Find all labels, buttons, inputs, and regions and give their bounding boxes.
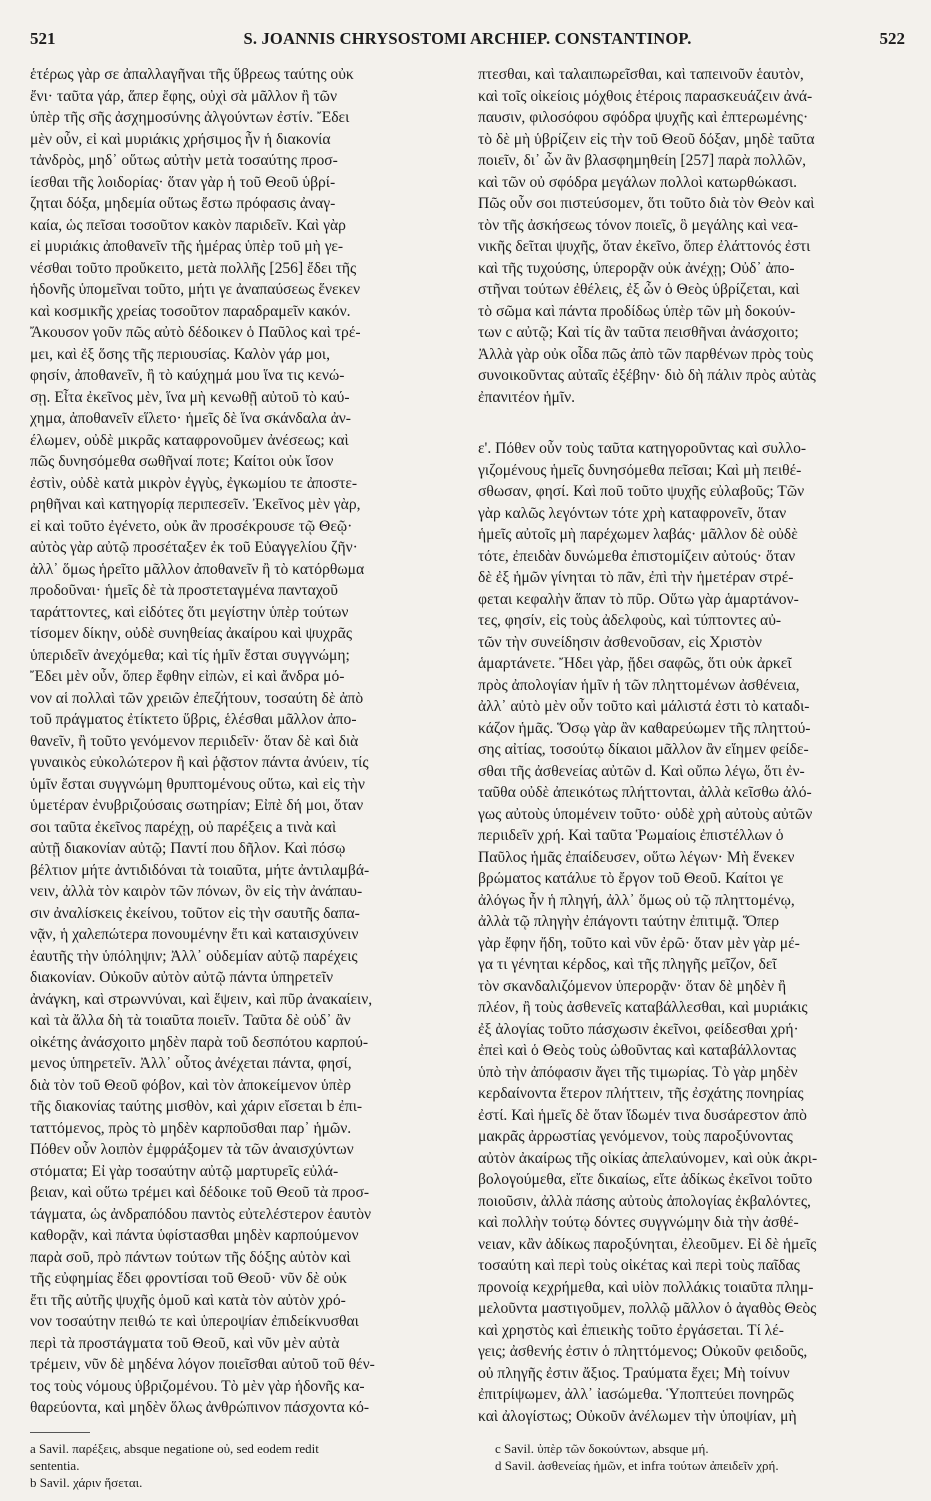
text-line: Ἔδει μὲν οὖν, ὅπερ ἔφθην εἰπὼν, εἰ καὶ ἄνδρα μό-	[30, 668, 345, 685]
text-line: ἐπεὶ καὶ ὁ Θεὸς τοὺς ὠθοῦντας καὶ καταβάλλοντας	[478, 1042, 797, 1059]
text-line: στόματα; Εἰ γὰρ τοσαύτην αὐτῷ μαρτυρεῖς εὐλά-	[30, 1162, 339, 1180]
text-line: βειαν, καὶ οὕτω τρέμει καὶ δέδοικε τοῦ Θεοῦ τὰ προσ-	[30, 1184, 370, 1201]
text-line: τότε, ἐπειδὰν δυνώμεθα ἐπιστομίζειν αὐτούς· ὅταν	[478, 547, 796, 565]
text-line: συνοικοῦντας αὐταῖς ἐξέβην· διὸ δὴ πάλιν πρὸς αὐτὰς	[478, 367, 816, 384]
text-line: τίσομεν δίκην, οὐδὲ συνηθείας ἀκαίρου καὶ ψυχρᾶς	[30, 625, 352, 642]
text-line: Πῶς οὖν σοι πιστεύσομεν, ὅτι τοῦτο διὰ τὸν Θεὸν καὶ	[478, 195, 815, 212]
text-line: ἔνι· ταῦτα γάρ, ἅπερ ἔφης, οὐχὶ σὰ μᾶλλον ἢ τῶν	[30, 87, 338, 105]
text-line: σοι ταῦτα ἐκεῖνος παρέχῃ, οὐ παρέξεις a τινὰ καὶ	[30, 818, 337, 836]
text-line: ὑμετέραν ἐνυβριζούσαις σωτηρίαν; Εἰπὲ δή μοι, ὅταν	[30, 797, 364, 814]
text-line: εἰ μυριάκις ἀποθανεῖν τῆς ἡμέρας ὑπὲρ τοῦ μὴ γε-	[30, 238, 344, 255]
text-line: γὰρ καλῶς λεγόντων τότε χρὴ καταφρονεῖν, ὅταν	[478, 504, 787, 522]
text-line: καθορᾷν, καὶ πάντα ὑφίστασθαι μηδὲν καρπούμενον	[30, 1227, 359, 1244]
text-line: ἐπανιτέον ἡμῖν.	[478, 388, 576, 406]
text-line: καὶ τὰ ἄλλα δὴ τὰ τοιαῦτα ποιεῖν. Ταῦτα δὲ οὐδ᾽ ἂν	[30, 1012, 351, 1029]
text-line: τρέμειν, νῦν δὲ μηδένα λόγον ποιεῖσθαι αὐτοῦ τοῦ θέν-	[30, 1356, 375, 1373]
text-line: έλωμεν, οὐδὲ μικρᾶς καταφρονοῦμεν ἀνέσεως; καὶ	[30, 431, 349, 449]
text-line: ἀλόγως ἦν ἡ πληγή, ἀλλ᾽ ὅμως οὐ τῷ πληττομένῳ,	[478, 891, 795, 909]
text-line: ἔτι τῆς αὐτῆς ψυχῆς ὁμοῦ καὶ κατὰ τὸν αὐτὸν χρό-	[30, 1291, 346, 1309]
text-line: ἑτέρως γὰρ σε ἀπαλλαγῆναι τῆς ὕβρεως ταύτης οὐκ	[30, 66, 354, 83]
text-line: νᾷν, ἡ χαλεπώτερα πονουμένην ἔτι καὶ καταισχύνειν	[30, 926, 359, 943]
text-line: κάζον ἡμᾶς. Ὅσῳ γὰρ ἂν καθαρεύωμεν τῆς πληττού-	[478, 719, 811, 737]
text-line: τὸ δὲ μὴ ὑβρίζειν εἰς τὴν τοῦ Θεοῦ δόξαν, μηδὲ ταῦτα	[478, 130, 815, 148]
text-line: θανεῖν, ἢ τοῦτο γενόμενον περιιδεῖν· ὅταν δὲ καὶ διὰ	[30, 732, 359, 750]
text-line: νον αἱ πολλαὶ τῶν χρειῶν ἐπεζήτουν, τοσαύτη δὲ ἀπὸ	[30, 689, 364, 707]
text-line: διακονίαν. Οὐκοῦν αὐτὸν αὐτῷ πάντα ὑπηρετεῖν	[30, 969, 334, 986]
text-line: σης αἰτίας, τοσούτῳ δίκαιοι μᾶλλον ἂν εἴημεν φείδε-	[478, 741, 809, 758]
text-line: καὶ τῶν οὐ σφόδρα μεγάλων πολλοὶ κατωρθώκασι.	[478, 173, 798, 191]
text-line: ζηται δόξα, μηδεμία οὕτως ἔστω πρόφασις ἀναγ-	[30, 195, 336, 212]
text-line: κερδαίνοντα ἕτερον πλήττειν, τῆς ἐσχάτης πονηρίας	[478, 1085, 804, 1102]
text-line: ὑπεριδεῖν ἀνεχόμεθα; καὶ τίς ἡμῖν ἔσται συγγνώμη;	[30, 646, 350, 664]
text-line: βρώματος κατάλυε τὸ ἔργον τοῦ Θεοῦ. Καίτοι γε	[478, 870, 784, 887]
text-line: τες, φησίν, εἰς τοὺς ἀδελφοὺς, καὶ τύπτοντες αὐ-	[478, 612, 782, 629]
text-line: γως αὐτοὺς ὑπομένειν τοῦτο· οὐδὲ χρὴ αὐτοὺς αὐτῶν	[478, 805, 813, 823]
text-line: ε'. Πόθεν οὖν τοὺς ταῦτα κατηγοροῦντας καὶ συλλο-	[478, 440, 807, 457]
text-line: ἐξ ἀλογίας τοῦτο πάσχωσιν ἐκεῖνοι, φείδεσθαι χρή·	[478, 1020, 799, 1038]
text-line: αὐτὸς γὰρ αὐτῷ προσέταξεν ἐκ τοῦ Εὐαγγελίου ζῆν·	[30, 539, 358, 556]
text-line: πρὸς ἀπολογίαν ἡμῖν ἡ τῶν πληττομένων ἀσθένεια,	[478, 676, 800, 694]
text-line: σθωσαν, φησί. Καὶ ποῦ τοῦτο ψυχῆς εὐλαβοῦς; Τῶν	[478, 483, 805, 500]
running-header	[30, 22, 905, 56]
text-line: παυσιν, φιλοσόφου σφόδρα ψυχῆς καὶ ἐπτερωμένης·	[478, 109, 809, 126]
right-column-paragraph	[478, 64, 906, 408]
text-line: σιν ἀναλίσκεις ἐκείνου, τοῦτον εἰς τὴν σαυτῆς δαπα-	[30, 904, 360, 922]
text-line: βέλτιον μήτε ἀντιδιδόναι τὰ τοιαῦτα, μήτε ἀντιλαμβά-	[30, 861, 370, 879]
text-line: γεις; ἀσθενής ἐστιν ὁ πληττόμενος; Οὐκοῦν φειδοῦς,	[478, 1343, 808, 1360]
text-line: καὶ χρηστὸς καὶ ἐπιεικὴς τοῦτο ἐργάσεται. Τί λέ-	[478, 1321, 784, 1339]
text-line: διὰ τὸν τοῦ Θεοῦ φόβον, καὶ τὸν ἀποκείμενον ὑπὲρ	[30, 1076, 351, 1094]
text-line: ὑπὸ τὴν ἀπόφασιν ἄγει τῆς τιμωρίας. Τὸ γὰρ μηδὲν	[478, 1063, 798, 1081]
text-line: θαρεύοντα, καὶ μηδὲν ὅλως ἀνθρώπινον πάσχοντα κό-	[30, 1399, 370, 1416]
text-line: τος τοὺς νόμους ὑβριζομένου. Τὸ μὲν γὰρ ἡδονῆς κα-	[30, 1377, 365, 1395]
text-line: νειν, ἀλλὰ τὸν καιρὸν τῶν πόνων, ὃν εἰς τὴν ἀνάπαυ-	[30, 883, 363, 900]
text-line: καὶ ἀλογίστως; Οὐκοῦν ἀνέλωμεν τὴν ὑποψίαν, μὴ	[478, 1407, 797, 1425]
text-line: οἰκέτης ἀνάσχοιτο μηδὲν παρὰ τοῦ δεσπότου καρπού-	[30, 1033, 369, 1051]
text-line: φεται κεφαλὴν ἅπαν τὸ πῦρ. Οὕτω γὰρ ἁμαρτάνον-	[478, 590, 799, 608]
text-line: ἀλλὰ τῷ πληγὴν ἐπάγοντι ταύτην ἐπιτιμᾷ. Ὅπερ	[478, 913, 780, 930]
text-line: στῆναι τούτων ἐθέλεις, ἐξ ὧν ὁ Θεὸς ὑβρίζεται, καὶ	[478, 281, 800, 298]
text-line: περιιδεῖν χρή. Καὶ ταῦτα Ῥωμαίοις ἐπιστέλλων ὁ	[478, 827, 784, 844]
text-line: καὶ τοῖς οἰκείοις μόχθοις ἑτέροις παρασκευάζειν ἀνά-	[478, 87, 813, 105]
text-line: μακρᾶς ἀρρωστίας γενόμενον, τοὺς παροξύνοντας	[478, 1128, 793, 1145]
text-line: χημα, ἀποθανεῖν εἵλετο· ἡμεῖς δὲ ἵνα σκάνδαλα ἀν-	[30, 410, 351, 427]
text-line: ἁμαρτάνετε. Ἤδει γὰρ, ᾔδει σαφῶς, ὅτι οὐκ ἀρκεῖ	[478, 655, 792, 672]
text-line: νον τοσαύτην πειθώ τε καὶ ὑπεροψίαν ἐπιδείκνυσθαι	[30, 1313, 359, 1330]
text-line: Πόθεν οὖν λοιπὸν ἐμφράξομεν τὰ τῶν ἀναισχύντων	[30, 1141, 354, 1158]
left-text-column	[30, 64, 458, 1419]
footnote-line: b Savil. χάριν ἥσεται.	[30, 1475, 143, 1490]
text-line: ἀλλ᾽ αὐτὸ μὲν οὖν τοῦτο καὶ μάλιστά ἐστι τὸ καταδι-	[478, 698, 810, 715]
text-line: ποιοῦσιν, ἀλλὰ πάσης αὐτοὺς ἀπολογίας ἐκβαλόντες,	[478, 1192, 811, 1210]
text-line: πτεσθαι, καὶ ταλαιπωρεῖσθαι, καὶ ταπεινοῦν ἑαυτὸν,	[478, 66, 804, 83]
text-line: ἐστὶν, οὐδὲ κατὰ μικρὸν ἐγγὺς, ἐγκωμίου τε ἀποστε-	[30, 474, 358, 492]
text-line: τῆς εὐφημίας ἔδει φροντίσαι τοῦ Θεοῦ· νῦν δὲ οὐκ	[30, 1270, 348, 1287]
text-line: ὑπὲρ τῆς σῆς ἀσχημοσύνης ἀλγούντων ἐστίν. Ἔδει	[30, 109, 350, 126]
text-line: γα τι γένηται κέρδος, καὶ τῆς πληγῆς μεῖζον, δεῖ	[478, 956, 777, 973]
left-footnotes	[30, 1440, 458, 1491]
right-footnotes	[495, 1440, 915, 1474]
text-line: τοσαύτη καὶ περὶ τοὺς οἰκέτας καὶ περὶ τοὺς παῖδας	[478, 1257, 800, 1274]
text-line: ἑαυτῆς τὴν ὑπόληψιν; Ἀλλ᾽ οὐδεμίαν αὐτῷ παρέχεις	[30, 947, 358, 965]
text-line: καὶ κοσμικῆς χρείας τοσοῦτον παραδραμεῖν κακόν.	[30, 302, 351, 320]
text-line: των c αὐτῷ; Καὶ τίς ἂν ταῦτα πεισθῆναι ἀνάσχοιτο;	[478, 324, 799, 341]
text-line: τὸ σῶμα καὶ πάντα προδίδως ὑπὲρ τῶν μὴ δοκούν-	[478, 302, 796, 320]
footnote-line: d Savil. ἀσθενείας ἡμῶν, et infra τούτων ἀπειδεῖν χρή.	[495, 1458, 779, 1473]
text-line: ὑμῖν ἔσται συγγνώμη θρυπτομένους οὕτω, καὶ εἰς τὴν	[30, 775, 365, 793]
text-line: γὰρ ἔφην ἤδη, τοῦτο καὶ νῦν ἐρῶ· ὅταν μὲν γὰρ μέ-	[478, 934, 800, 952]
text-line: ἐπιτρίψωμεν, ἀλλ᾽ ἰασώμεθα. Ὑποπτεύει πονηρῶς	[478, 1386, 794, 1403]
text-line: ταττόμενος, πρὸς τὸ μηδὲν καρποῦσθαι παρ᾽ ἡμῶν.	[30, 1119, 352, 1137]
right-page-number: 522	[879, 29, 905, 48]
text-line: ταράττοντες, καὶ εἰδότες ὅτι μεγίστην ὑπὲρ τούτων	[30, 603, 349, 621]
text-line: σῃ. Εἶτα ἐκεῖνος μὲν, ἵνα μὴ κενωθῇ αὐτοῦ τὸ καύ-	[30, 388, 350, 406]
text-line: τῆς διακονίας ταύτης μισθὸν, καὶ χάριν εἴσεται b ἐπι-	[30, 1098, 363, 1115]
text-line: ἀλλ᾽ ὅμως ἡρεῖτο μᾶλλον ἀποθανεῖν ἢ τὸ κατόρθωμα	[30, 560, 365, 578]
text-line: ταῦθα οὐδὲ ἀπεικότως πλήττονται, ἀλλὰ κεῖσθω ἀλό-	[478, 784, 812, 801]
footnote-line: a Savil. παρέξεις, absque negatione οὐ, sed eodem redit	[30, 1441, 319, 1456]
section-five-paragraph	[478, 438, 906, 1427]
text-line: προνοίᾳ κεχρήμεθα, καὶ υἱὸν πολλάκις τοιαῦτα πλημ-	[478, 1278, 814, 1296]
text-line: δὲ ἐξ ἡμῶν γίνηται τὸ πᾶν, ἐπὶ τὴν ἡμετέραν στρέ-	[478, 569, 794, 586]
text-line: Παῦλος ἡμᾶς ἐπαίδευσεν, οὕτω λέγων· Μὴ ἕνεκεν	[478, 848, 795, 866]
text-line: Ἀλλὰ γὰρ οὐκ οἶδα πῶς ἀπὸ τῶν παρθένων πρὸς τοὺς	[478, 345, 813, 363]
text-line: αὐτῇ διακονίαν αὐτῷ; Παντί που δῆλον. Καὶ πόσῳ	[30, 840, 346, 857]
text-line: πλέον, ἢ τοὺς ἀσθενεῖς καταβάλλεσθαι, καὶ μυριάκις	[478, 999, 808, 1016]
text-line: τἀνδρὸς, μηδ᾽ οὕτως αὐτὴν μετὰ τοσαύτης προσ-	[30, 152, 338, 169]
text-line: προδοῦναι· ἡμεῖς δὲ τὰ προστεταγμένα πανταχοῦ	[30, 582, 338, 599]
text-line: νέσθαι τοῦτο προὔκειτο, μετὰ πολλῆς [256] ἔδει τῆς	[30, 259, 357, 277]
text-line: μει, καὶ ἐξ ὅσης τῆς περιουσίας. Καλὸν γάρ μοι,	[30, 345, 331, 363]
text-line: εἰ καὶ τοῦτο ἐγένετο, οὐκ ἂν προσέκρουσε τῷ Θεῷ·	[30, 517, 353, 535]
text-line: τὸν σκανδαλιζόμενον ὑπερορᾷν· ὅταν δὲ μηδὲν ἢ	[478, 977, 787, 995]
text-line: πῶς δυνησόμεθα σωθῆναί ποτε; Καίτοι οὐκ ἴσον	[30, 453, 334, 470]
text-line: μενος ὑπηρετεῖν. Ἀλλ᾽ οὗτος ἀνέχεται πάντα, φησί,	[30, 1055, 352, 1072]
footnote-line: sententia.	[30, 1458, 80, 1473]
text-line: ίεσθαι τῆς λοιδορίας· ὅταν γὰρ ἡ τοῦ Θεοῦ ὑβρί-	[30, 173, 336, 191]
footnote-line: c Savil. ὑπὲρ τῶν δοκούντων, absque μή.	[495, 1441, 709, 1456]
text-line: ἡμεῖς αὐτοῖς μὴ παρέχωμεν λαβάς· μᾶλλον δὲ οὐδὲ	[478, 526, 798, 543]
text-line: καὶ πολλὴν τούτῳ δόντες συγγνώμην διὰ τὴν ἀσθέ-	[478, 1214, 799, 1231]
text-line: βολογούμεθα, εἴτε δικαίως, εἴτε ἀδίκως ἐκεῖνοι τοῦτο	[478, 1171, 813, 1188]
text-line: τοῦ πράγματος ἐτίκτετο ὕβρις, ἑλέσθαι μᾶλλον ἀπο-	[30, 711, 357, 728]
text-line: νειαν, κἂν ἀδίκως παροξύνηται, ἐλεοῦμεν. Εἰ δὲ ἡμεῖς	[478, 1235, 817, 1253]
footnote-rule	[30, 1432, 90, 1433]
text-line: ἐστί. Καὶ ἡμεῖς δὲ ὅταν ἴδωμέν τινα δυσάρεστον ἀπὸ	[478, 1106, 807, 1124]
text-line: σθαι τῆς ἀσθενείας αὐτῶν d. Καὶ οὔπω λέγω, ὅτι ἐν-	[478, 762, 805, 780]
running-title: S. JOANNIS CHRYSOSTOMI ARCHIEP. CONSTANTINOP.	[243, 29, 692, 48]
text-line: ρηθῆναι καὶ κατηγορίᾳ περιπεσεῖν. Ἐκεῖνος μὲν γὰρ,	[30, 496, 361, 513]
text-line: γυναικὸς εὐκολώτερον ἢ καὶ ῥᾷστον πάντα ἀνύειν, τίς	[30, 754, 369, 771]
text-line: μὲν οὖν, εἰ καὶ μυριάκις χρήσιμος ἦν ἡ διακονία	[30, 130, 331, 148]
text-line: νικῆς δεῖται ψυχῆς, ὅταν ἐκεῖνο, ὅπερ ἐλάττονός ἐστι	[478, 238, 811, 255]
text-line: οὐ πληγῆς ἐστιν ἄξιος. Τραύματα ἔχει; Μὴ τοίνυν	[478, 1364, 790, 1382]
text-line: ἀνάγκη, καὶ στρωννύναι, καὶ ἕψειν, καὶ πῦρ ἀνακαίειν,	[30, 990, 373, 1008]
right-text-column	[478, 64, 906, 1427]
text-line: τὸν τῆς ἀσκήσεως τόνον ποιεῖς, ὃ μεγάλης καὶ νεα-	[478, 216, 799, 234]
text-line: φησίν, ἀποθανεῖν, ἢ τὸ καύχημά μου ἵνα τις κενώ-	[30, 367, 345, 384]
text-line: καὶ τῆς τυχούσης, ὑπερορᾷν οὐκ ἀνέχῃ; Οὐδ᾽ ἀπο-	[478, 259, 795, 277]
text-line: τῶν τὴν συνείδησιν ἀσθενοῦσαν, εἰς Χριστὸν	[478, 633, 762, 651]
text-line: αὐτὸν ἀκαίρως τῆς οἰκίας ἀπελαύνομεν, καὶ οὐκ ἀκρι-	[478, 1149, 818, 1167]
text-line: Ἄκουσον γοῦν πῶς αὐτὸ δέδοικεν ὁ Παῦλος καὶ τρέ-	[30, 324, 361, 341]
text-line: γιζομένους ἡμεῖς δυνησόμεθα πεῖσαι; Καὶ μὴ πειθέ-	[478, 461, 802, 479]
text-line: καία, ὡς πεῖσαι τοσοῦτον κακὸν παριδεῖν. Καὶ γὰρ	[30, 216, 346, 234]
text-line: ἡδονῆς ὑπομεῖναι τοῦτο, μήτι γε ἀναπαύσεως ἕνεκεν	[30, 281, 361, 298]
text-line: περὶ τὰ προστάγματα τοῦ Θεοῦ, καὶ νῦν μὲν αὐτὰ	[30, 1334, 340, 1352]
text-line: μελοῦντα μαστιγοῦμεν, πολλῷ μᾶλλον ὁ ἀγαθὸς Θεὸς	[478, 1300, 817, 1317]
left-page-number: 521	[30, 29, 56, 48]
text-line: τάγματα, ὡς ἀνδραπόδου παντὸς εὐτελέστερον ἑαυτὸν	[30, 1205, 372, 1223]
text-line: ποιεῖν, δι᾽ ὧν ἂν βλασφημηθείη [257] παρὰ πολλῶν,	[478, 152, 807, 169]
text-line: παρὰ σοῦ, πρὸ πάντων τούτων τῆς δόξης αὐτὸν καὶ	[30, 1248, 351, 1266]
